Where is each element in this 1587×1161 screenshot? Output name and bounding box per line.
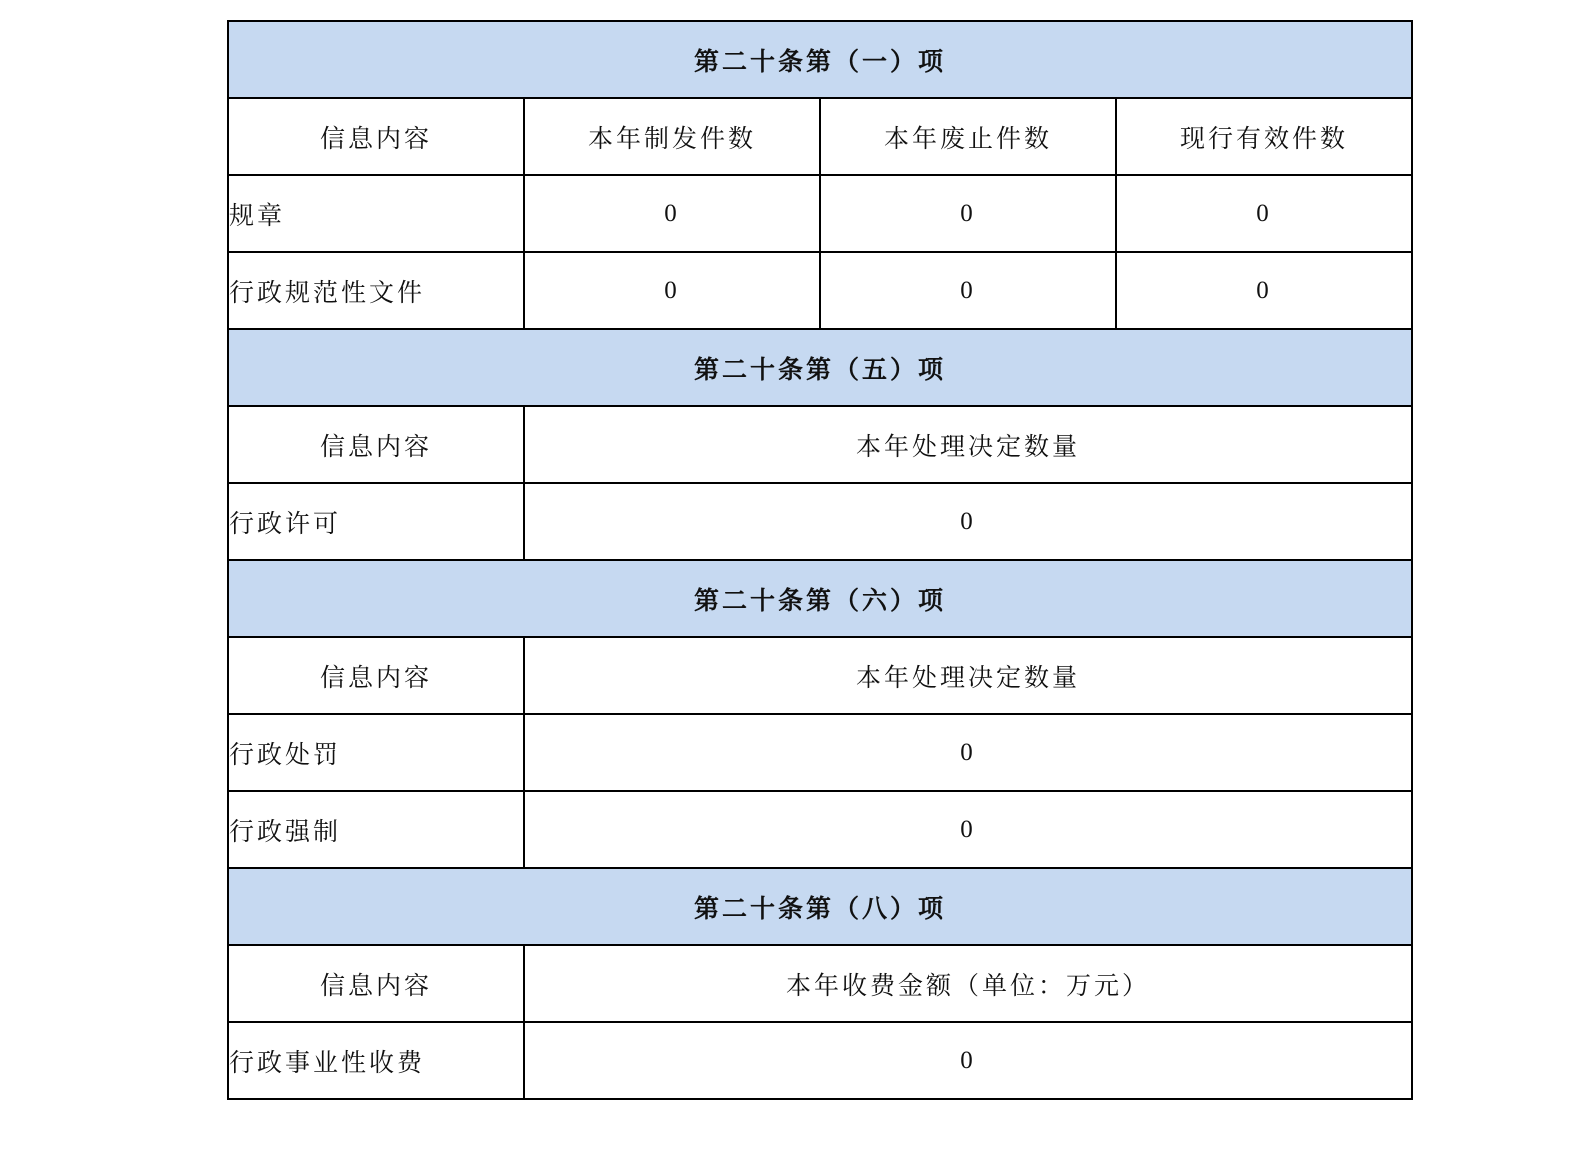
table-row [228,252,1412,329]
cell-value: 0 [524,483,1412,560]
row-label: 规章 [228,175,524,252]
cell-value: 0 [524,714,1412,791]
column-header: 信息内容 [228,98,524,175]
column-header-row [228,406,1412,483]
table-row [228,175,1412,252]
cell-value: 0 [820,175,1116,252]
column-header: 本年废止件数 [820,98,1116,175]
row-label: 行政处罚 [228,714,524,791]
table-row [228,791,1412,868]
column-header: 本年制发件数 [524,98,820,175]
cell-value: 0 [820,252,1116,329]
section-title: 第二十条第（八）项 [228,868,1412,945]
section-title: 第二十条第（一）项 [228,21,1412,98]
column-header-row [228,637,1412,714]
cell-value: 0 [524,791,1412,868]
row-label: 行政规范性文件 [228,252,524,329]
section-header-row [228,21,1412,98]
column-header-row [228,98,1412,175]
section-header-row [228,560,1412,637]
cell-value: 0 [524,1022,1412,1099]
disclosure-table [227,20,1413,1100]
cell-value: 0 [524,252,820,329]
column-header: 本年收费金额（单位：万元） [524,945,1412,1022]
column-header: 现行有效件数 [1116,98,1412,175]
column-header: 信息内容 [228,406,524,483]
table-row [228,1022,1412,1099]
column-header-row [228,945,1412,1022]
table-row [228,714,1412,791]
section-header-row [228,868,1412,945]
row-label: 行政强制 [228,791,524,868]
section-title: 第二十条第（五）项 [228,329,1412,406]
cell-value: 0 [524,175,820,252]
column-header: 信息内容 [228,945,524,1022]
column-header: 信息内容 [228,637,524,714]
section-header-row [228,329,1412,406]
cell-value: 0 [1116,175,1412,252]
table-row [228,483,1412,560]
cell-value: 0 [1116,252,1412,329]
row-label: 行政事业性收费 [228,1022,524,1099]
section-title: 第二十条第（六）项 [228,560,1412,637]
column-header: 本年处理决定数量 [524,637,1412,714]
row-label: 行政许可 [228,483,524,560]
column-header: 本年处理决定数量 [524,406,1412,483]
